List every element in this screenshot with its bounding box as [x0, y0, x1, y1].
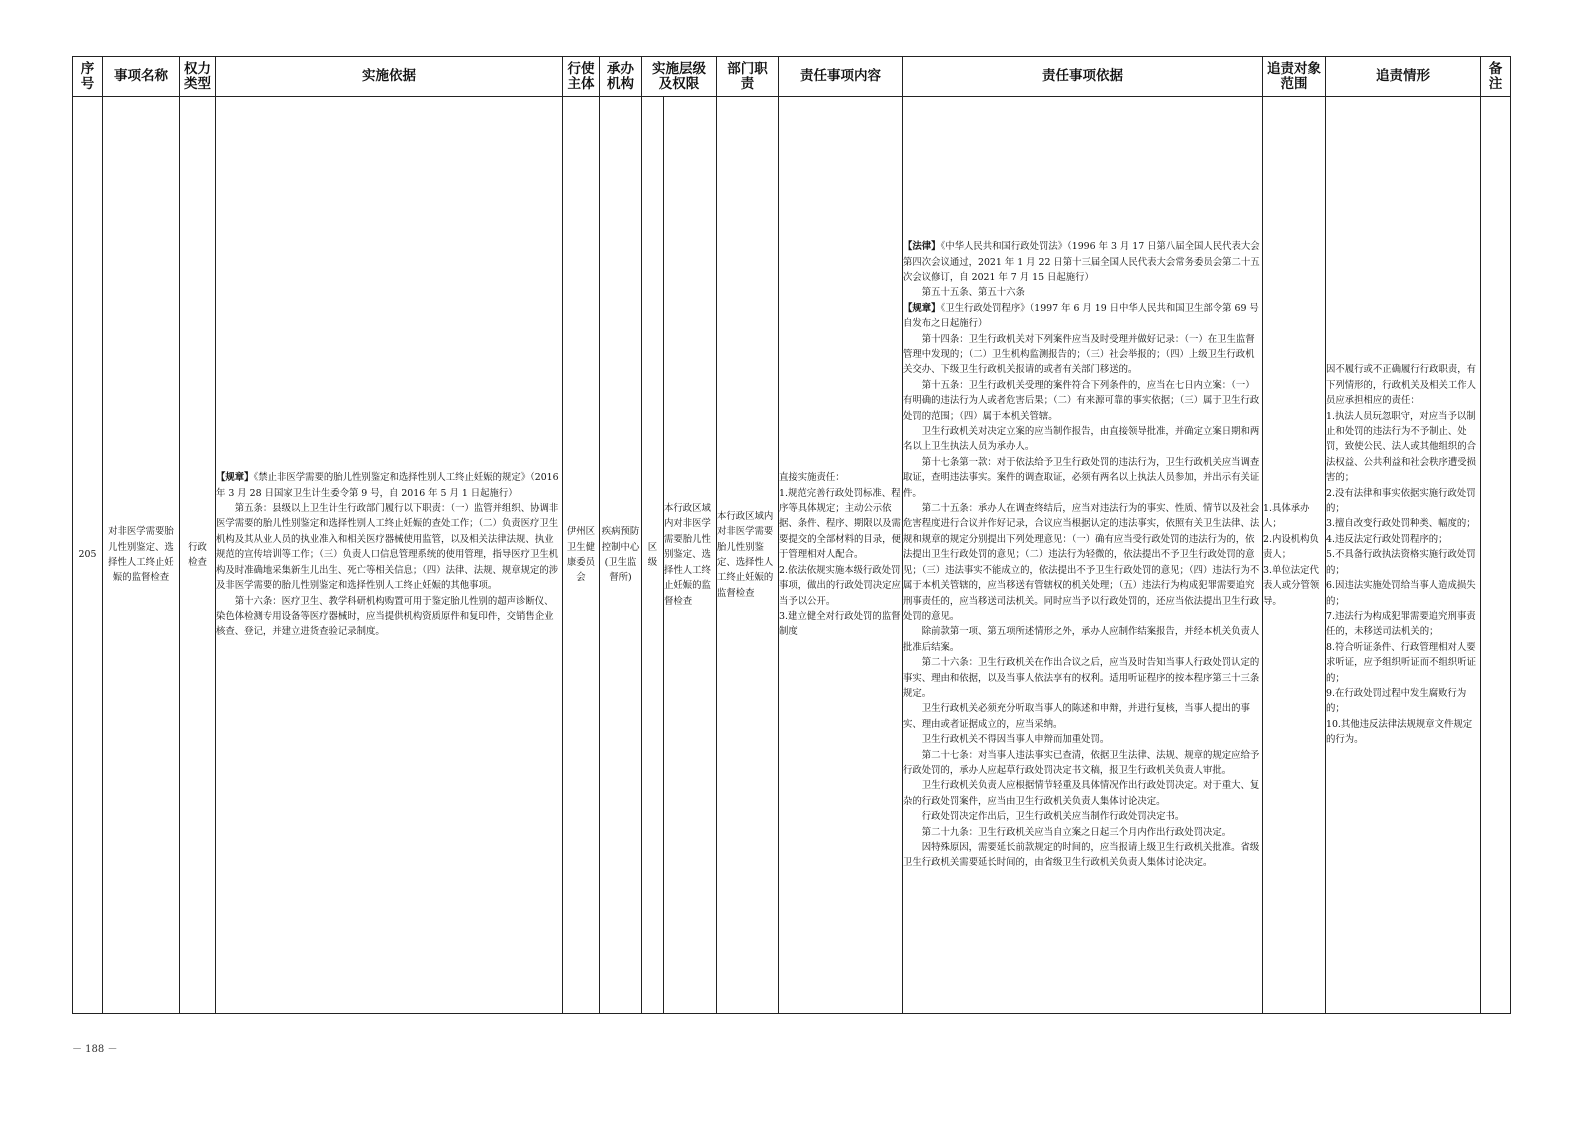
list-item: 4.违反法定行政处罚程序的；: [1326, 533, 1448, 545]
paragraph-text: 第二十七条：对当事人违法事实已查清，依据卫生法律、法规、规章的规定应给予行政处罚的，承办人应起草行政处罚决定书文稿，报卫生行政机关负责人审批。: [903, 749, 1260, 776]
paragraph: [903, 424, 1262, 455]
paragraph: [903, 301, 1262, 332]
paragraph: [903, 624, 1262, 655]
paragraph-text: 第二十六条：卫生行政机关在作出合议之后，应当及时告知当事人行政处罚认定的事实、理由和依据，以及当事人依法享有的权利。适用听证程序的按本程序第三十三条规定。: [903, 657, 1260, 699]
paragraph: [903, 378, 1262, 424]
target-list: [1263, 501, 1325, 609]
header-resp-basis: 责任事项依据: [903, 57, 1263, 97]
paragraph-text: 除前款第一项、第五项所述情形之外，承办人应制作结案报告，并经本机关负责人批准后结案。: [903, 626, 1260, 653]
paragraph: [903, 455, 1262, 501]
header-resp-content: 责任事项内容: [779, 57, 903, 97]
list-item: 7.违法行为构成犯罪需要追究刑事责任的，未移送司法机关的；: [1326, 610, 1476, 638]
resp-basis-paragraphs: [903, 239, 1262, 871]
paragraph: [903, 655, 1262, 701]
header-power-type: 权力类型: [180, 57, 216, 97]
list-item: 3.单位法定代表人或分管领导。: [1263, 564, 1320, 607]
paragraph: [903, 701, 1262, 732]
list-item: 直接实施责任：: [779, 472, 845, 484]
header-org: 承办机构: [600, 57, 642, 97]
cell-org: 疾病预防控制中心(卫生监督所): [600, 97, 642, 1014]
list-item: 3.建立健全对行政处罚的监督制度: [779, 610, 901, 638]
list-item: 1.具体承办人；: [1263, 503, 1310, 530]
list-item: 1.规范完善行政处罚标准、程序等具体规定；主动公示依据、条件、程序、期限以及需要提交的全部材料的目录，便于管理相对人配合。: [779, 487, 901, 561]
paragraph-text: 《中华人民共和国行政处罚法》（1996 年 3 月 17 日第八届全国人民代表大会第四次会议通过，2021 年 1 月 22 日第十三届全国人民代表大会常务委员会第二十五次会议修订，自 2021 年 7 月 15 日起施行）: [903, 241, 1260, 283]
cell-resp-content: [779, 97, 903, 1014]
list-item: 2.没有法律和事实依据实施行政处罚的；: [1326, 487, 1476, 515]
paragraph-text: 因特殊原因，需要延长前款规定的时间的，应当报请上级卫生行政机关批准。省级卫生行政机关需要延长时间的，由省级卫生行政机关负责人集体讨论决定。: [903, 842, 1260, 869]
list-item: 8.符合听证条件、行政管理相对人要求听证，应予组织听证而不组织听证的；: [1326, 641, 1477, 684]
paragraph-tag: 【规章】: [903, 302, 941, 314]
list-item: 因不履行或不正确履行行政职责，有下列情形的，行政机关及相关工作人员应承担相应的责任：: [1326, 364, 1477, 407]
paragraph: [903, 501, 1262, 624]
paragraph-text: 行政处罚决定作出后，卫生行政机关应当制作行政处罚决定书。: [921, 811, 1185, 823]
paragraph: [903, 332, 1262, 378]
header-seq: 序号: [73, 57, 103, 97]
cell-target: [1263, 97, 1326, 1014]
paragraph: [903, 778, 1262, 809]
cell-subject: 伊州区卫生健康委员会: [563, 97, 600, 1014]
paragraph-text: 第十六条：医疗卫生、教学科研机构购置可用于鉴定胎儿性别的超声诊断仪、染色体检测专用设备等医疗器械时，应当提供机构资质原件和复印件，交销售企业核查、登记，并建立进货查验记录制度。: [216, 595, 554, 638]
paragraph: [903, 840, 1262, 871]
cell-level-b: 本行政区域内对非医学需要胎儿性别鉴定、选择性人工终止妊娠的监督检查: [664, 97, 717, 1014]
header-subject: 行使主体: [563, 57, 600, 97]
paragraph-text: 第十五条：卫生行政机关受理的案件符合下列条件的，应当在七日内立案：（一）有明确的违法行为人或者危害后果；（二）有来源可靠的事实依据；（三）属于卫生行政处罚的范围；（四）属于本机关管辖。: [903, 379, 1260, 422]
paragraph: [903, 809, 1262, 824]
header-basis: 实施依据: [216, 57, 563, 97]
resp-content-list: [779, 470, 902, 639]
cell-duty: 本行政区域内对非医学需要胎儿性别鉴定、选择性人工终止妊娠的监督检查: [717, 97, 779, 1014]
paragraph-text: 卫生行政机关必须充分听取当事人的陈述和申辩，并进行复核，当事人提出的事实、理由或者证据成立的，应当采纳。: [903, 703, 1250, 730]
paragraph-text: 卫生行政机关不得因当事人申辩而加重处罚。: [921, 734, 1110, 746]
header-row: [73, 57, 1511, 97]
list-item: 1.执法人员玩忽职守，对应当予以制止和处罚的违法行为不予制止、处罚，致使公民、法人或其他组织的合法权益、公共利益和社会秩序遭受损害的；: [1326, 410, 1477, 484]
paragraph: [903, 825, 1262, 840]
situation-list: [1326, 362, 1480, 747]
paragraph: [903, 748, 1262, 779]
main-table: [72, 56, 1511, 1014]
header-remark: 备注: [1481, 57, 1511, 97]
paragraph: [216, 501, 562, 593]
list-item: 5.不具备行政执法资格实施行政处罚的；: [1326, 549, 1476, 576]
paragraph-tag: 【规章】: [216, 472, 254, 484]
paragraph-text: 第二十五条：承办人在调查终结后，应当对违法行为的事实、性质、情节以及社会危害程度进行合议并作好记录，合议应当根据认定的违法事实，依照有关卫生法律、法规和规章的规定分别提出下列处理意见：（一）确有应当受行政处罚的违法行为的，依法提出卫生行政处罚的意见；（二）违法行为轻微的，依法提出不予卫生行政处罚的意见；（三）违法事实不能成立的，依法提出不予卫生行政处罚的意见；（四）违法行为不属于本机关管辖的，应当移送有管辖权的机关处理；（五）违法行为构成犯罪需要追究刑事责任的，应当移送司法机关。同时应当予以行政处罚的，还应当依法提出卫生行政处罚的意见。: [903, 503, 1260, 622]
list-item: 9.在行政处罚过程中发生腐败行为的；: [1326, 687, 1467, 715]
paragraph: [903, 732, 1262, 747]
paragraph-text: 《禁止非医学需要的胎儿性别鉴定和选择性别人工终止妊娠的规定》（2016 年 3 月 28 日国家卫生计生委令第 9 号，自 2016 年 5 月 1 日起施行）: [216, 472, 559, 499]
cell-basis: [216, 97, 563, 1014]
paragraph: [216, 470, 562, 501]
cell-remark: [1481, 97, 1511, 1014]
cell-name: 对非医学需要胎儿性别鉴定、选择性人工终止妊娠的监督检查: [103, 97, 180, 1014]
paragraph-text: 第十七条第一款：对于依法给予卫生行政处罚的违法行为，卫生行政机关应当调查取证，查明违法事实。案件的调查取证，必须有两名以上执法人员参加，并出示有关证件。: [903, 456, 1260, 499]
cell-seq: 205: [73, 97, 103, 1014]
page-number: － 188 －: [72, 1044, 118, 1055]
table-row: [73, 97, 1511, 1014]
list-item: 6.因违法实施处罚给当事人造成损失的；: [1326, 580, 1476, 607]
paragraph-text: 第五十五条、第五十六条: [921, 287, 1025, 299]
cell-situation: [1326, 97, 1481, 1014]
header-situation: 追责情形: [1326, 57, 1481, 97]
basis-paragraphs: [216, 470, 562, 639]
list-item: 2.依法依规实施本级行政处罚事项，做出的行政处罚决定应当予以公开。: [779, 564, 901, 607]
paragraph-text: 卫生行政机关负责人应根据情节轻重及具体情况作出行政处罚决定。对于重大、复杂的行政处罚案件，应当由卫生行政机关负责人集体讨论决定。: [903, 780, 1260, 807]
paragraph: [903, 239, 1262, 285]
header-target: 追责对象范围: [1263, 57, 1326, 97]
header-name: 事项名称: [103, 57, 180, 97]
cell-level-a: 区级: [642, 97, 664, 1014]
paragraph: [903, 285, 1262, 300]
paragraph-text: 第二十九条：卫生行政机关应当自立案之日起三个月内作出行政处罚决定。: [921, 826, 1232, 838]
paragraph-text: 第十四条：卫生行政机关对下列案件应当及时受理并做好记录：（一）在卫生监督管理中发现的；（二）卫生机构监测报告的；（三）社会举报的；（四）上级卫生行政机关交办、下级卫生行政机关报请的或者有关部门移送的。: [903, 333, 1255, 376]
header-duty: 部门职责: [717, 57, 779, 97]
paragraph-text: 《卫生行政处罚程序》（1997 年 6 月 19 日中华人民共和国卫生部令第 69 号 自发布之日起施行）: [903, 302, 1259, 330]
list-item: 10.其他违反法律法规规章文件规定的行为。: [1326, 718, 1473, 746]
cell-power-type: 行政检查: [180, 97, 216, 1014]
paragraph-tag: 【法律】: [903, 241, 941, 253]
list-item: 3.擅自改变行政处罚种类、幅度的；: [1326, 518, 1476, 530]
paragraph-text: 第五条：县级以上卫生计生行政部门履行以下职责：（一）监管并组织、协调非医学需要的胎儿性别鉴定和选择性别人工终止妊娠的查处工作；（二）负责医疗卫生机构及其从业人员的执业准入和相关医疗器械使用监管，以及相关法律法规、执业规范的宣传培训等工作；（三）负责人口信息管理系统的使用管理，指导医疗卫生机构及时准确地采集新生儿出生、死亡等相关信息；（四）法律、法规、规章规定的涉及非医学需要的胎儿性别鉴定和选择性别人工终止妊娠的其他事项。: [216, 503, 559, 592]
header-level: 实施层级及权限: [642, 57, 717, 97]
paragraph-text: 卫生行政机关对决定立案的应当制作报告，由直接领导批准，并确定立案日期和两名以上卫生执法人员为承办人。: [903, 426, 1260, 453]
paragraph: [216, 594, 562, 640]
list-item: 2.内设机构负责人；: [1263, 533, 1319, 561]
cell-resp-basis: [903, 97, 1263, 1014]
